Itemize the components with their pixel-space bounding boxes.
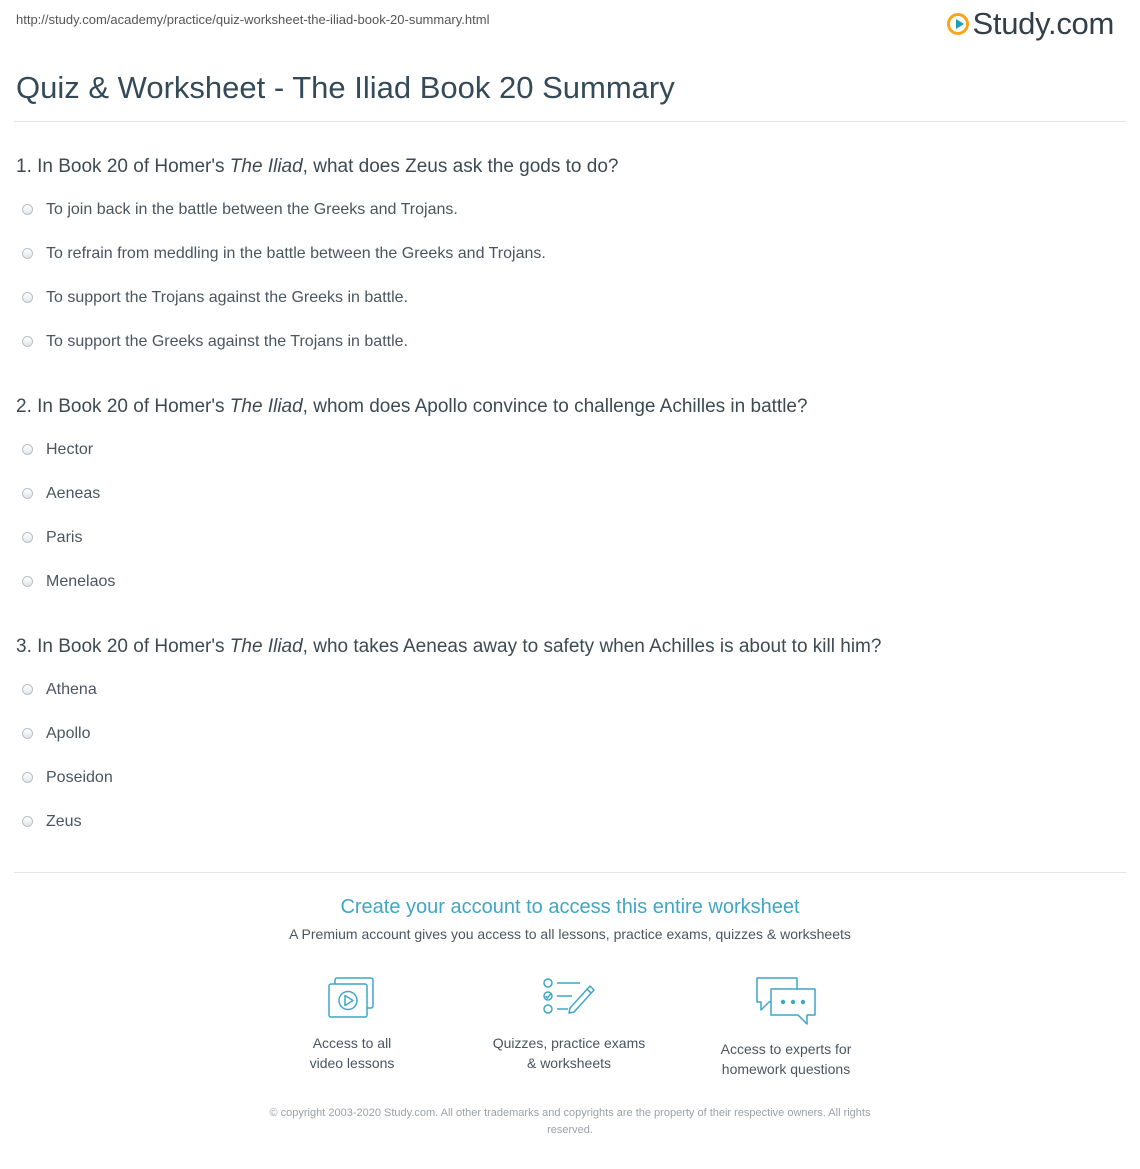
radio-button[interactable] [22,532,33,543]
radio-button[interactable] [22,336,33,347]
question-1: 1. In Book 20 of Homer's The Iliad, what does Zeus ask the gods to do? [16,156,619,177]
study-logo[interactable] [947,6,1114,42]
feature-video-lessons: Access to all video lessons [252,975,452,1073]
radio-button[interactable] [22,728,33,739]
question-2-book-title: The Iliad [229,396,303,417]
answer-option[interactable]: To support the Greeks against the Trojans in battle. [22,333,546,377]
answer-option[interactable]: Athena [22,681,113,725]
question-3: 3. In Book 20 of Homer's The Iliad, who takes Aeneas away to safety when Achilles is about to kill him? [16,636,882,657]
play-logo-icon [947,13,969,35]
feature-quizzes: Quizzes, practice exams & worksheets [469,975,669,1073]
section-divider [14,872,1126,873]
page-title: Quiz & Worksheet - The Iliad Book 20 Summary [16,70,675,105]
question-1-book-title: The Iliad [229,156,303,177]
video-lessons-icon [326,975,378,1021]
radio-button[interactable] [22,204,33,215]
radio-button[interactable] [22,248,33,259]
answer-option[interactable]: To join back in the battle between the Greeks and Trojans. [22,201,546,245]
question-3-answers [22,681,113,857]
answer-option[interactable]: Paris [22,529,115,573]
question-3-book-title: The Iliad [229,636,303,657]
answer-option[interactable]: Poseidon [22,769,113,813]
answer-option[interactable]: Hector [22,441,115,485]
copyright-footer: © copyright 2003-2020 Study.com. All other trademarks and copyrights are the property of their respective owners. All rights reserved. [269,1107,871,1136]
answer-option[interactable]: To support the Trojans against the Greeks in battle. [22,289,546,333]
radio-button[interactable] [22,772,33,783]
answer-option[interactable]: Menelaos [22,573,115,617]
logo-text: Study.com [972,6,1114,41]
question-1-answers [22,201,546,377]
chat-experts-icon [753,975,819,1027]
quiz-checklist-icon [540,975,598,1021]
question-2: 2. In Book 20 of Homer's The Iliad, whom does Apollo convince to challenge Achilles in battle? [16,396,808,417]
radio-button[interactable] [22,684,33,695]
answer-option[interactable]: Aeneas [22,485,115,529]
title-divider [14,121,1126,122]
feature-experts: Access to experts for homework questions [686,975,886,1079]
answer-option[interactable]: To refrain from meddling in the battle between the Greeks and Trojans. [22,245,546,289]
radio-button[interactable] [22,576,33,587]
premium-description: A Premium account gives you access to all lessons, practice exams, quizzes & worksheets [289,926,851,942]
page-url: http://study.com/academy/practice/quiz-worksheet-the-iliad-book-20-summary.html [16,12,490,27]
radio-button[interactable] [22,292,33,303]
question-2-answers [22,441,115,617]
radio-button[interactable] [22,488,33,499]
radio-button[interactable] [22,816,33,827]
answer-option[interactable]: Apollo [22,725,113,769]
answer-option[interactable]: Zeus [22,813,113,857]
create-account-link[interactable]: Create your account to access this entire worksheet [340,896,800,918]
radio-button[interactable] [22,444,33,455]
